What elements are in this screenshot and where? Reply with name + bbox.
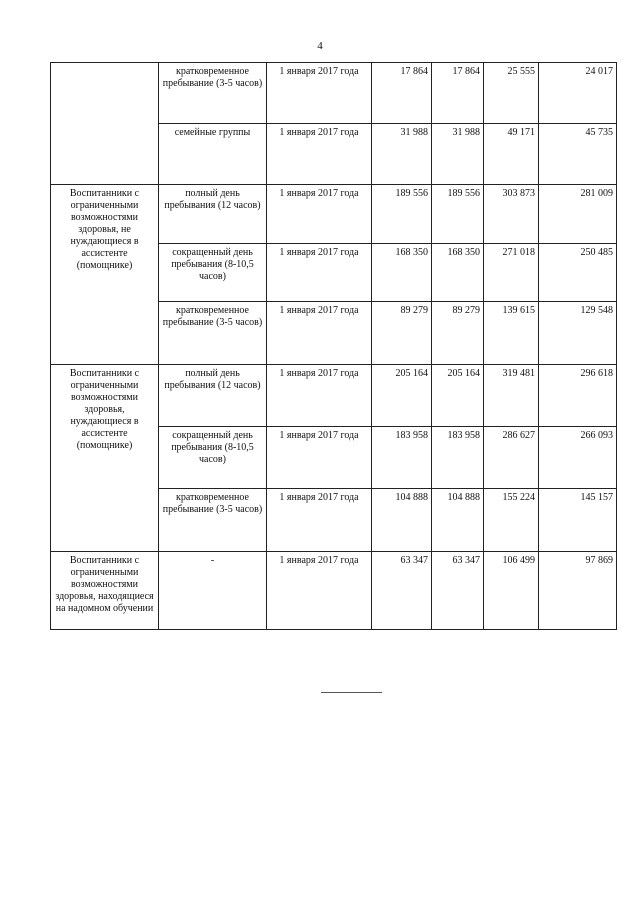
mode-cell: полный день пребывания (12 часов) bbox=[159, 365, 267, 427]
date-cell: 1 января 2017 года bbox=[267, 489, 372, 552]
value-cell: 183 958 bbox=[372, 427, 432, 489]
table-row bbox=[51, 365, 617, 427]
date-cell: 1 января 2017 года bbox=[267, 552, 372, 630]
value-cell: 17 864 bbox=[432, 63, 484, 124]
value-cell: 63 347 bbox=[432, 552, 484, 630]
value-cell: 168 350 bbox=[432, 244, 484, 302]
date-cell: 1 января 2017 года bbox=[267, 302, 372, 365]
value-cell: 31 988 bbox=[432, 124, 484, 185]
table-row bbox=[51, 185, 617, 244]
value-cell: 205 164 bbox=[432, 365, 484, 427]
page-number: 4 bbox=[317, 40, 323, 52]
date-cell: 1 января 2017 года bbox=[267, 365, 372, 427]
value-cell: 155 224 bbox=[484, 489, 539, 552]
value-cell: 189 556 bbox=[372, 185, 432, 244]
mode-cell: кратковременное пребывание (3-5 часов) bbox=[159, 63, 267, 124]
date-cell: 1 января 2017 года bbox=[267, 63, 372, 124]
category-cell: Воспитанники с ограниченными возможностями здоровья, находящиеся на надомном обучении bbox=[51, 552, 159, 630]
category-cell: Воспитанники с ограниченными возможностями здоровья, нуждающиеся в ассистенте (помощнике) bbox=[51, 365, 159, 552]
category-cell bbox=[51, 63, 159, 185]
value-cell: 183 958 bbox=[432, 427, 484, 489]
value-cell: 49 171 bbox=[484, 124, 539, 185]
mode-cell: полный день пребывания (12 часов) bbox=[159, 185, 267, 244]
date-cell: 1 января 2017 года bbox=[267, 244, 372, 302]
value-cell: 104 888 bbox=[372, 489, 432, 552]
table-row bbox=[51, 63, 617, 124]
value-cell: 139 615 bbox=[484, 302, 539, 365]
value-cell: 31 988 bbox=[372, 124, 432, 185]
value-cell: 89 279 bbox=[432, 302, 484, 365]
mode-cell: семейные группы bbox=[159, 124, 267, 185]
value-cell: 296 618 bbox=[539, 365, 617, 427]
value-cell: 319 481 bbox=[484, 365, 539, 427]
value-cell: 286 627 bbox=[484, 427, 539, 489]
value-cell: 45 735 bbox=[539, 124, 617, 185]
mode-cell: - bbox=[159, 552, 267, 630]
value-cell: 145 157 bbox=[539, 489, 617, 552]
mode-cell: сокращенный день пребывания (8-10,5 часов) bbox=[159, 244, 267, 302]
mode-cell: кратковременное пребывание (3-5 часов) bbox=[159, 302, 267, 365]
value-cell: 250 485 bbox=[539, 244, 617, 302]
value-cell: 266 093 bbox=[539, 427, 617, 489]
cost-table bbox=[50, 62, 617, 630]
value-cell: 97 869 bbox=[539, 552, 617, 630]
end-rule bbox=[321, 692, 382, 693]
value-cell: 303 873 bbox=[484, 185, 539, 244]
value-cell: 63 347 bbox=[372, 552, 432, 630]
value-cell: 168 350 bbox=[372, 244, 432, 302]
mode-cell: кратковременное пребывание (3-5 часов) bbox=[159, 489, 267, 552]
value-cell: 129 548 bbox=[539, 302, 617, 365]
value-cell: 104 888 bbox=[432, 489, 484, 552]
mode-cell: сокращенный день пребывания (8-10,5 часов) bbox=[159, 427, 267, 489]
value-cell: 106 499 bbox=[484, 552, 539, 630]
value-cell: 25 555 bbox=[484, 63, 539, 124]
date-cell: 1 января 2017 года bbox=[267, 427, 372, 489]
value-cell: 17 864 bbox=[372, 63, 432, 124]
value-cell: 24 017 bbox=[539, 63, 617, 124]
category-cell: Воспитанники с ограниченными возможностями здоровья, не нуждающиеся в ассистенте (помощнике) bbox=[51, 185, 159, 365]
value-cell: 89 279 bbox=[372, 302, 432, 365]
value-cell: 189 556 bbox=[432, 185, 484, 244]
value-cell: 281 009 bbox=[539, 185, 617, 244]
table-row bbox=[51, 552, 617, 630]
date-cell: 1 января 2017 года bbox=[267, 185, 372, 244]
value-cell: 271 018 bbox=[484, 244, 539, 302]
date-cell: 1 января 2017 года bbox=[267, 124, 372, 185]
value-cell: 205 164 bbox=[372, 365, 432, 427]
